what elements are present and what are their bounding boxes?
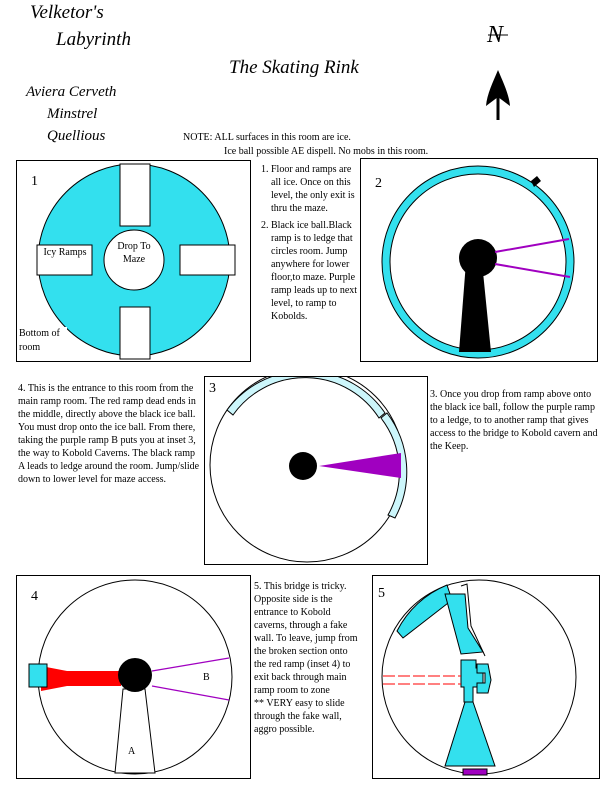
icy-ramp-north <box>120 164 150 226</box>
inset-3-note-right: 3. Once you drop from ramp above onto the black ice ball, follow the purple ramp to a ledge, to to another ramp that gives access to the bridge to Kobold cavern and the Keep. <box>430 389 598 452</box>
purple-exit <box>463 769 487 775</box>
note-5-warning: ** VERY easy to slide through the fake wall, aggro possible. <box>254 698 345 735</box>
entrance-block <box>29 664 47 687</box>
inset-5-panel <box>372 575 600 779</box>
inset-5-map <box>373 576 599 778</box>
ramp-a-label: A <box>128 746 136 757</box>
author-name-1: Aviera Cerveth <box>26 84 117 100</box>
north-arrow-icon <box>478 22 518 122</box>
compass <box>478 22 518 122</box>
black-ice-ball <box>118 658 152 692</box>
black-ice-ball <box>289 452 317 480</box>
inset-1-panel <box>16 160 251 362</box>
icy-ramp-south <box>120 307 150 359</box>
ramp-b-label: B <box>203 672 210 683</box>
note-2: 2. Black ice ball.Black ramp is to ledge that circles room. Jump anywhere for lower floor,to maze. Purple ramp leads up to next level, to ramp to Kobolds. <box>271 219 358 323</box>
black-ice-ball <box>459 239 497 277</box>
map-title-line2: Labyrinth <box>56 29 131 50</box>
inset-number: 1 <box>31 174 38 189</box>
inset-number: 5 <box>378 586 385 601</box>
inset-number: 3 <box>209 381 216 396</box>
north-label: N <box>487 22 504 48</box>
note-5: 5. This bridge is tricky. Opposite side is the entrance to Kobold caverns, through a fake wall. To leave, jump from the broken section onto the red ramp (inset 4) to exit back through main ramp room to zone <box>254 581 358 696</box>
room-note-line1: NOTE: ALL surfaces in this room are ice. <box>183 132 351 143</box>
bottom-of-room-label: Bottom of room <box>19 327 67 355</box>
inset-1-2-notes <box>254 163 358 327</box>
icy-ramps-label: Icy Ramps <box>43 247 87 258</box>
note-1: 1. Floor and ramps are all ice. Once on this level, the only exit is thru the maze. <box>271 163 358 215</box>
inset-number: 4 <box>31 589 38 604</box>
map-title-line1: Velketor's <box>30 2 104 23</box>
inset-4-panel <box>16 575 251 779</box>
room-title: The Skating Rink <box>229 57 359 78</box>
inset-number: 2 <box>375 176 382 191</box>
author-name-2: Minstrel <box>47 106 98 122</box>
inset-3-map <box>205 377 427 564</box>
inset-5-notes <box>254 580 360 736</box>
inset-3-panel <box>204 376 428 565</box>
room-note-line2: Ice ball possible AE dispell. No mobs in this room. <box>224 146 429 157</box>
drop-to-maze-label: Drop To Maze <box>117 241 151 265</box>
author-name-3: Quellious <box>47 128 106 144</box>
inset-2-panel <box>360 158 598 362</box>
inset-2-map <box>361 159 597 361</box>
icy-ramp-east <box>180 245 235 275</box>
inset-4-note-left: 4. This is the entrance to this room from the main ramp room. The red ramp dead ends in the middle, directly above the black ice ball. You must drop onto the ice ball. From there, taking the purple ramp B puts you at inset 3, the way to Kobold Caverns. The black ramp A leads to ledge around the room. Jump/slide down to lower level for maze access. <box>18 383 200 485</box>
